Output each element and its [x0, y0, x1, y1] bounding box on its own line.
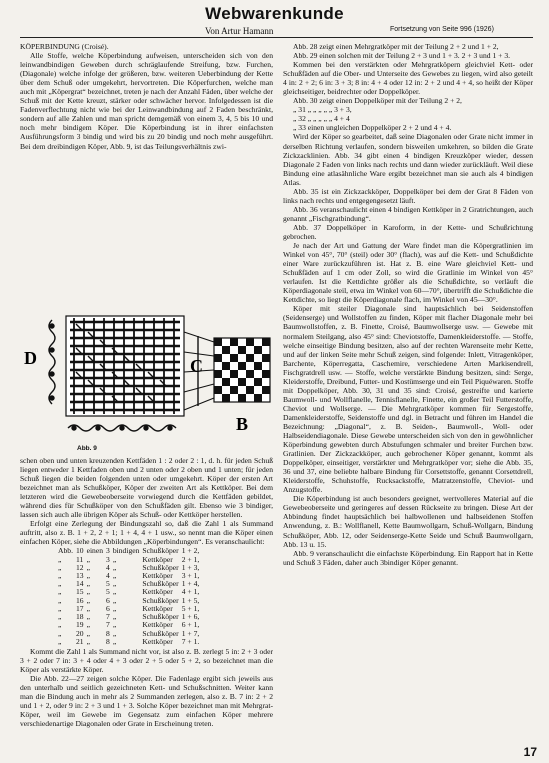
table-cell: 12 — [75, 562, 84, 572]
table-cell: Kettköper — [142, 571, 173, 581]
binding-table — [58, 547, 202, 645]
table-cell: 16 — [75, 595, 84, 605]
table-cell: 5 — [106, 587, 110, 597]
weave-figure — [18, 302, 276, 447]
table-cell: 4 — [106, 562, 110, 572]
paragraph: Erfolgt eine Zerlegung der Bindungszahl so, daß die Zahl 1 als Summand auftritt, also z. B. 1 + 2, 2 + 1; 1 + 4, 4 + 1 usw., so nennt man die Köper einen einfachen Köper, siehe die Abbildungen „Köperbindungen“. Es veranschaulicht: — [20, 519, 273, 547]
right-column — [283, 42, 533, 752]
table-cell: Schußköper — [142, 595, 179, 605]
table-cell: „ — [112, 620, 117, 630]
table-cell: Schußköper — [142, 612, 179, 622]
table-cell: 3 + 1, — [181, 571, 200, 581]
table-cell: 5 + 1, — [181, 603, 200, 613]
table-cell: „ — [112, 636, 117, 646]
table-cell: „ — [112, 628, 117, 638]
table-cell: 15 — [75, 587, 84, 597]
table-cell: 7 + 1. — [181, 636, 200, 646]
table-cell: 13 — [75, 571, 84, 581]
fabric-grid-illustration — [66, 316, 184, 416]
table-row — [58, 638, 202, 646]
figure-caption: Abb. 9 — [77, 445, 97, 452]
table-cell: 14 — [75, 579, 84, 589]
table-cell: 3 — [106, 546, 110, 556]
page-number: 17 — [523, 745, 537, 759]
table-cell: 4 — [106, 571, 110, 581]
side-section-d — [49, 320, 55, 404]
table-cell: Schußköper — [142, 579, 179, 589]
table-cell: 8 — [106, 628, 110, 638]
table-cell: „ — [58, 554, 62, 564]
table-cell: Schußköper — [142, 546, 179, 556]
continuation-note: Fortsetzung von Seite 996 (1926) — [390, 26, 494, 33]
table-cell: Kettköper — [142, 636, 173, 646]
table-cell: „ — [58, 587, 62, 597]
table-cell: 1 + 2, — [181, 546, 200, 556]
table-cell: 4 + 1, — [181, 587, 200, 597]
table-cell: Kettköper — [142, 554, 173, 564]
table-cell: Abb. — [58, 546, 73, 556]
paragraph: Abb. 28 zeigt einen Mehrgratköper mit der Teilung 2 + 2 und 1 + 2, — [293, 42, 499, 51]
table-cell: 1 + 4, — [181, 579, 200, 589]
table-cell: 7 — [106, 620, 110, 630]
paragraph: Die Abb. 22—27 zeigen solche Köper. Die Fadenlage ergibt sich jeweils aus den unterhalb und seitlich gezeichneten Kett- und Schußschnitten. Weiter kann man die Bindung auch in mehr als 2 Summanden zerlegen, also z. B. 7 in: 2 + 2 und 1 + 2, oder 9 in: 2 + 3 und 1 + 3. Solche Köper bezeichnet man mit Mehrgrat-Köper, weil im Gewebe im Gegensatz zum einfachen Köper mehrere verschiedenartige Diagonalen oder Grate in Erscheinung treten. — [20, 674, 273, 729]
table-cell: „ — [86, 628, 90, 638]
table-cell: „ — [58, 603, 62, 613]
table-cell: 21 — [75, 636, 84, 646]
paragraph: Abb. 9 veranschaulicht die einfachste Köperbindung. Ein Rapport hat in Kette und Schuß 3 Fäden, daher auch 3bindiger Köper genannt. — [283, 548, 533, 567]
table-cell: 5 — [106, 579, 110, 589]
paragraph: Die Köperbindung ist auch besonders geeignet, wertvolleres Material auf die Gewebeoberseite und geringeres auf dessen Rückseite zu bringen. Diese Art der Abbindung findet hauptsächlich bei halbwollenen und halbseidenen Stoffen Anwendung, z. B.: Wollflanell, Kette Baumwollgarn, Schuß-Wollgarn, Bindung Schußköper, Abb. 12, oder Seidenserge-Kette Seide und Schuß Baumwollgarn, Abb. 13 u. 15. — [283, 494, 533, 549]
table-cell: „ — [112, 612, 117, 622]
table-cell: „ — [86, 579, 90, 589]
table-cell: 18 — [75, 612, 84, 622]
paragraph: Köper mit steiler Diagonale sind hauptsächlich bei Seidenstoffen (Seidenserge) und Wollstoffen zu finden, Köper mit flacher Diagonale mehr bei Baumwollstoffen, z. B. Finette, Croisé, Baumwollserge usw. — Gewebe mit normalem Steilgang, also 45° sind: Cheviotstoffe, Damenkleiderstoffe. — Stoffe, welche einseitige Bindung besitzen, also auf der rechten Warenseite mehr Kette, und auf der linken Seite mehr Schuß zeigen, sind folgende: Inlett, Vitragenköper, Barchente, Köperregatta, Caschemire, verschiedene Arten Markisendrell, Fischgratdrell usw. — Stoffe, welche verstärkte Bindung besitzen, sind: Serge, Kleiderstoffe, Dreibund, Futter- und Kostümserge und ein Teil Piquéwaren. Stoffe mit Doppelköper, Abb. 30, 31 und 35 sind: Croisé, gestreifte und karierte Baumwoll- und Wollflanelle, Tennisflanelle, Finette, ein großer Teil Futterstoffe, Cheviot und Wollserge. — Die Mehrgratköper kommen für Sergestoffe, Damenkleiderstoffe, Seidenstoffe und dgl. in Betracht und führen im Handel die Bezeichnung: „Diagonal“, z. B. Seiden-, Baumwoll-, Woll- oder Halbseidendiagonale. Diese Gewebe unterscheiden sich von den in gewöhnlicher Köperbindung gewebten durch Abstufungen schmaler und breiter Furchen bzw. Gratlinien. Der Zickzackköper, auch gebrochener Köper genannt, kommt als Doppelköper, einseitiger, verstärkter und Mehrgratköper vor; siehe die Abb. 35, 36 und 37, eine beliebte halbare Bindung für Corsettstoffe, genannt Corsettdrell, Kleiderstoffe, Schuhstoffe, Rucksackstoffe, Matratzenstoffe, Cheviot- und Anzugstoffe. — [283, 304, 533, 495]
table-cell: „ — [112, 595, 117, 605]
table-cell: bindigen — [112, 546, 140, 556]
author-line: Von Artur Hamann — [205, 26, 274, 36]
table-cell: Kettköper — [142, 587, 173, 597]
table-cell: „ — [86, 571, 90, 581]
table-cell: Schußköper — [142, 562, 179, 572]
paragraph: Abb. 36 veranschaulicht einen 4 bindigen Kettköper in 2 Gratrichtungen, auch genannt „Fischgratbindung“. — [283, 204, 533, 223]
table-cell: 20 — [75, 628, 84, 638]
paragraph: schen oben und unten kreuzenden Kettfäden 1 : 2 oder 2 : 1, d. h. für jeden Schuß liegen entweder 1 Kettfaden oben und 2 unten oder 2 oben und 1 unten; für jeden Schuß liegen die beiden folgenden unten oder umgekehrt. Köper der ersten Art bezeichnet man als Schußköper, Köper der zweiten Art als Kettköper. Bei dem letzteren wird die Gewebeoberseite vorwiegend durch die Kettfäden gebildet, während dies für Schußköper von den Schußfäden gilt. Ebenso wie 3 bindiger, lassen sich auch alle übrigen Köper als Schuß- oder Kettköper herstellen. — [20, 456, 273, 520]
table-cell: Kettköper — [142, 620, 173, 630]
figure-label-b: B — [236, 414, 249, 434]
table-cell: 17 — [75, 603, 84, 613]
table-cell: 8 — [106, 636, 110, 646]
table-cell: „ — [58, 579, 62, 589]
table-cell: Schußköper — [142, 628, 179, 638]
figure-label-d: D — [24, 348, 37, 368]
paragraph: Wird der Köper so gearbeitet, daß seine Diagonalen oder Grate nicht immer in derselben Richtung verlaufen, sondern bisweilen umkehren, so bilden die Grate Zickzacklinien. Abb. 34 gibt einen 4 bindigen Kreuzköper wieder, dessen Diagonale 2 Faden von links nach rechts und dann wieder zurückläuft. Weil diese Bindung eine atlasähnliche Ware ergibt bezeichnet man sie auch als 4 bindigen Atlas. — [283, 132, 533, 187]
table-cell: „ — [58, 620, 62, 630]
table-cell: „ — [86, 587, 90, 597]
table-cell: Kettköper — [142, 603, 173, 613]
table-cell: „ — [86, 612, 90, 622]
table-cell: einen — [86, 546, 104, 556]
table-cell: 7 — [106, 612, 110, 622]
table-cell: 3 — [106, 554, 110, 564]
left-column-top — [20, 42, 273, 302]
table-cell: „ — [112, 603, 117, 613]
section-heading: KÖPERBINDUNG (Croisé). — [20, 42, 109, 51]
table-cell: „ — [58, 571, 62, 581]
list-line: Abb. 30 zeigt einen Doppelköper mit der Teilung 2 + 2, — [293, 96, 462, 106]
table-cell: „ — [112, 571, 117, 581]
table-cell: 6 — [106, 595, 110, 605]
paragraph: Kommen bei den verstärkten oder Mehrgratköpern gleichviel Kett- oder Schußfäden auf die Ober- und Unterseite des Gewebes zu liegen, wird also geteilt 4 in: 2 + 2; 6 in: 3 + 3; 8 in: 4 + 4 oder 12 in: 2 + 2 und 4 + 4, so heißt der Köper gleichseitiger, beidrechter oder Doppelköper. — [283, 60, 533, 97]
table-cell: 1 + 5, — [181, 595, 200, 605]
table-cell: „ — [112, 554, 117, 564]
paragraph: Je nach der Art und Gattung der Ware findet man die Köpergratlinien im Winkel von 45°, 70° (steil) oder 30° (flach), was auf die Kett- und Schußdichte einer Ware zurückzuführen ist. Hat z. B. eine Ware gleichviel Kett- und Schußfäden auf 1 cm oder Zoll, so wird die Gratlinie im Winkel von 45° verlaufen. Ist die Kettdichte größer als die Schußdichte, so verläuft die Köperdiagonale steil, etwa im Winkel von 60—70°, übertrifft die Schußdichte die Kettdichte, so liegt die Köperdiagonale flach, im Winkel von 45—30°. — [283, 241, 533, 305]
table-cell: 2 + 1, — [181, 554, 200, 564]
table-cell: „ — [86, 595, 90, 605]
table-cell: „ — [86, 554, 90, 564]
table-cell: „ — [58, 595, 62, 605]
table-cell: 1 + 6, — [181, 612, 200, 622]
table-cell: „ — [58, 562, 62, 572]
figure-label-c: C — [190, 356, 203, 376]
page-title: Webwarenkunde — [205, 4, 344, 23]
paragraph: Abb. 29 einen solchen mit der Teilung 2 + 3 und 1 + 3. 2 + 3 und 1 + 3. — [293, 51, 511, 61]
paragraph: Kommt die Zahl 1 als Summand nicht vor, ist also z. B. zerlegt 5 in: 2 + 3 oder 3 + 2 oder 7 in: 3 + 4 oder 4 + 3 oder 2 + 5 oder 5 + 2, so bezeichnet man die Köper als verstärkte Köper. — [20, 646, 273, 674]
table-cell: 6 — [106, 603, 110, 613]
paragraph: Abb. 37 Doppelköper in Karoform, in der Kette- und Schußrichtung gebrochen. — [283, 222, 533, 241]
list-line: „ 33 einen ungleichen Doppelköper 2 + 2 und 4 + 4. — [293, 123, 452, 133]
bottom-section — [68, 425, 176, 431]
table-cell: „ — [86, 603, 90, 613]
table-cell: „ — [112, 562, 117, 572]
list-line: „ 31 „ „ „ „ „ 3 + 3, — [293, 105, 352, 115]
table-cell: „ — [58, 628, 62, 638]
table-cell: „ — [112, 579, 117, 589]
table-cell: 1 + 3, — [181, 562, 200, 572]
table-cell: „ — [58, 636, 62, 646]
table-cell: „ — [86, 620, 90, 630]
table-cell: „ — [86, 562, 90, 572]
table-cell: 10 — [75, 546, 84, 556]
paragraph: Alle Stoffe, welche Köperbindung aufweisen, unterscheiden sich von den leinwandbindigen Geweben durch schräglaufende Streifung, bzw. Furchen, (Diagonale) welche infolge der größeren, bzw. weiteren Ueberbindung der Kette über dem Schuß oder umgekehrt, hervortreten. Die Köperfurchen, welche man auch mit „Köpergrat“ bezeichnet, treten je nach der Anzahl Fäden, über welche der Schuß mit der Kette kreuzt, stärker oder schwächer hervor. Infolgedessen ist die Fadenverflechtung nicht wie bei der Leinwandbindung auf 2 Faden beschränkt, sondern auf alle Zahlen und man spricht demgemäß von einem 3, 4, 5 bis 10 und noch mehr bindigem Köper. Die Köperbindung ist in ihrer einfachsten Ausführungsform 3 bindig und wird bis zu 20 bindig und noch mehr ausgeführt. Bei dem dreibindigen Köper, Abb. 9, ist das Teilungsverhältnis zwi- — [20, 51, 273, 151]
left-column-bottom — [20, 456, 273, 756]
table-cell: „ — [112, 587, 117, 597]
table-cell: 19 — [75, 620, 84, 630]
table-cell: 1 + 7, — [181, 628, 200, 638]
table-cell: 11 — [75, 554, 84, 564]
table-cell: „ — [86, 636, 90, 646]
table-cell: 6 + 1, — [181, 620, 200, 630]
paragraph: Abb. 35 ist ein Zickzackköper, Doppelköper bei dem der Grat 8 Fäden von links nach rechts und entgegengesetzt läuft. — [283, 186, 533, 205]
binding-pattern-grid — [214, 338, 270, 402]
header-rule — [20, 37, 533, 38]
table-cell: „ — [58, 612, 62, 622]
list-line: „ 32 „ „ „ „ „ 4 + 4 — [293, 114, 350, 124]
